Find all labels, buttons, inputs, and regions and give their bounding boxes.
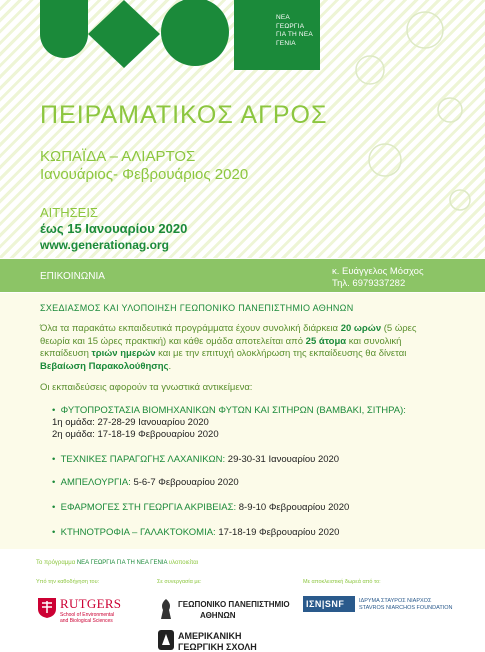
applications-deadline: έως 15 Ιανουαρίου 2020 — [40, 221, 188, 236]
course-dates: 17-18-19 Φεβρουαρίου 2020 — [215, 527, 340, 538]
contact-phone[interactable]: Τηλ. 6979337282 — [332, 278, 406, 289]
contact-bar — [0, 259, 485, 292]
applications-label: ΑΙΤΗΣΕΙΣ — [40, 205, 98, 220]
course-item — [52, 477, 239, 488]
course-item — [52, 527, 339, 538]
brand-line-1: ΝΕΑ — [276, 14, 290, 21]
footer-note-text-2: υλοποιείται — [167, 560, 199, 566]
bullet: • — [52, 477, 56, 488]
course-item — [52, 502, 349, 513]
bullet: • — [52, 502, 56, 513]
desc-text-1: Όλα τα παρακάτω εκπαιδευτικά προγράμματα έχουν συνολική διάρκεια — [40, 323, 341, 334]
course-name: ΚΤΗΝΟΤΡΟΦΙΑ – ΓΑΛΑΚΤΟΚΟΜΙΑ: — [60, 527, 216, 538]
desc-text-5: . — [168, 360, 172, 372]
desc-text-2: (5 ώρες θεωρία και 15 ώρες πρακτική) και κάθε ομάδα αποτελείται από — [40, 323, 417, 347]
course-name: ΤΕΧΝΙΚΕΣ ΠΑΡΑΓΩΓΗΣ ΛΑΧΑΝΙΚΩΝ: — [60, 454, 226, 465]
rutgers-logo-text: RUTGERS — [60, 596, 122, 611]
course-item — [52, 405, 406, 416]
course-dates: 5-6-7 Φεβρουαρίου 2020 — [130, 477, 239, 488]
desc-text-3: και συνολική εκπαίδευση — [40, 335, 402, 359]
dates-heading: Ιανουάριος- Φεβρουάριος 2020 — [40, 166, 249, 183]
group-second: 2η ομάδα: 17-18-19 Φεβρουαρίου 2020 — [52, 429, 219, 440]
course-name: ΑΜΠΕΛΟΥΡΓΙΑ: — [60, 477, 131, 488]
snf-name-greek: ΙΔΡΥΜΑ ΣΤΑΥΡΟΣ ΝΙΑΡΧΟΣ — [359, 598, 432, 604]
cooperation-label: Σε συνεργασία με: — [157, 579, 202, 585]
course-item — [52, 454, 339, 465]
group-first: 1η ομάδα: 27-28-29 Ιανουαρίου 2020 — [52, 417, 209, 428]
bullet: • — [52, 405, 56, 416]
course-name: ΦΥΤΟΠΡΟΣΤΑΣΙΑ ΒΙΟΜΗΧΑΝΙΚΩΝ ΦΥΤΩΝ ΚΑΙ ΣΙΤΗΡΩΝ (ΒΑΜΒΑΚΙ, ΣΙΤΗΡΑ): — [60, 405, 406, 416]
course-dates: 8-9-10 Φεβρουαρίου 2020 — [236, 502, 350, 513]
rutgers-subtitle-2: and Biological Sciences — [60, 618, 113, 624]
location-heading: ΚΩΠΑΪΔΑ – ΑΛΙΑΡΤΟΣ — [40, 148, 196, 165]
program-description — [40, 323, 440, 373]
decorative-dots — [330, 0, 485, 250]
bullet: • — [52, 527, 56, 538]
snf-logo-mark: ΙΣΝ|SNF — [306, 599, 345, 609]
desc-duration: 20 ωρών — [340, 323, 382, 334]
rutgers-subtitle-1: School of Environmental — [60, 612, 115, 618]
brand-line-4: ΓΕΝΙΑ — [276, 39, 296, 47]
organizer-subtitle: ΣΧΕΔΙΑΣΜΟΣ ΚΑΙ ΥΛΟΠΟΙΗΣΗ ΓΕΩΠΟΝΙΚΟ ΠΑΝΕΠΙΣΤΗΜΙΟ ΑΘΗΝΩΝ — [40, 303, 354, 313]
brand-line-2: ΓΕΩΡΓΙΑ — [276, 22, 305, 30]
farm-school-emblem-icon — [157, 629, 175, 651]
desc-days: τριών ημερών — [91, 348, 156, 359]
website-link[interactable]: www.generationag.org — [40, 238, 169, 252]
farm-school-name-2: ΓΕΩΡΓΙΚΗ ΣΧΟΛΗ — [178, 642, 257, 652]
rutgers-shield-icon — [37, 597, 57, 619]
course-name: ΕΦΑΡΜΟΓΕΣ ΣΤΗ ΓΕΩΡΓΙΑ ΑΚΡΙΒΕΙΑΣ: — [60, 502, 237, 513]
course-dates: 29-30-31 Ιανουαρίου 2020 — [225, 454, 340, 465]
university-name-2: ΑΘΗΝΩΝ — [200, 611, 236, 620]
footer-program-name: ΝΕΑ ΓΕΩΡΓΙΑ ΓΙΑ ΤΗ ΝΕΑ ΓΕΝΙΑ — [76, 560, 168, 566]
snf-name-english: STAVROS NIARCHOS FOUNDATION — [359, 605, 453, 611]
university-name: ΓΕΩΠΟΝΙΚΟ ΠΑΝΕΠΙΣΤΗΜΙΟ — [178, 600, 290, 609]
farm-school-name: ΑΜΕΡΙΚΑΝΙΚΗ — [178, 631, 242, 641]
desc-group-size: 25 άτομα — [305, 335, 347, 347]
brand-line-3: ΓΙΑ ΤΗ ΝΕΑ — [276, 31, 313, 38]
university-emblem-icon — [157, 598, 175, 620]
desc-text-4: και με την επιτυχή ολοκλήρωση της εκπαίδευσης θα δίνεται — [155, 348, 407, 359]
contact-label: ΕΠΙΚΟΙΝΩΝΙΑ — [40, 271, 105, 282]
page-title: ΠΕΙΡΑΜΑΤΙΚΟΣ ΑΓΡΟΣ — [40, 101, 328, 129]
donation-label: Με αποκλειστική δωρεά από το: — [303, 579, 381, 585]
brand-shapes-logo — [40, 0, 270, 72]
topics-intro: Οι εκπαιδεύσεις αφορούν τα γνωστικά αντικείμενα: — [40, 382, 253, 393]
guidance-label: Υπό την καθοδήγηση του: — [36, 579, 100, 585]
footer-note-text-1: Το πρόγραμμα — [36, 560, 77, 566]
brand-text — [276, 14, 313, 48]
bullet: • — [52, 454, 56, 465]
footer-note — [36, 560, 198, 566]
desc-certificate: Βεβαίωση Παρακολούθησης — [40, 360, 169, 372]
contact-name: κ. Ευάγγελος Μόσχος — [332, 266, 424, 277]
